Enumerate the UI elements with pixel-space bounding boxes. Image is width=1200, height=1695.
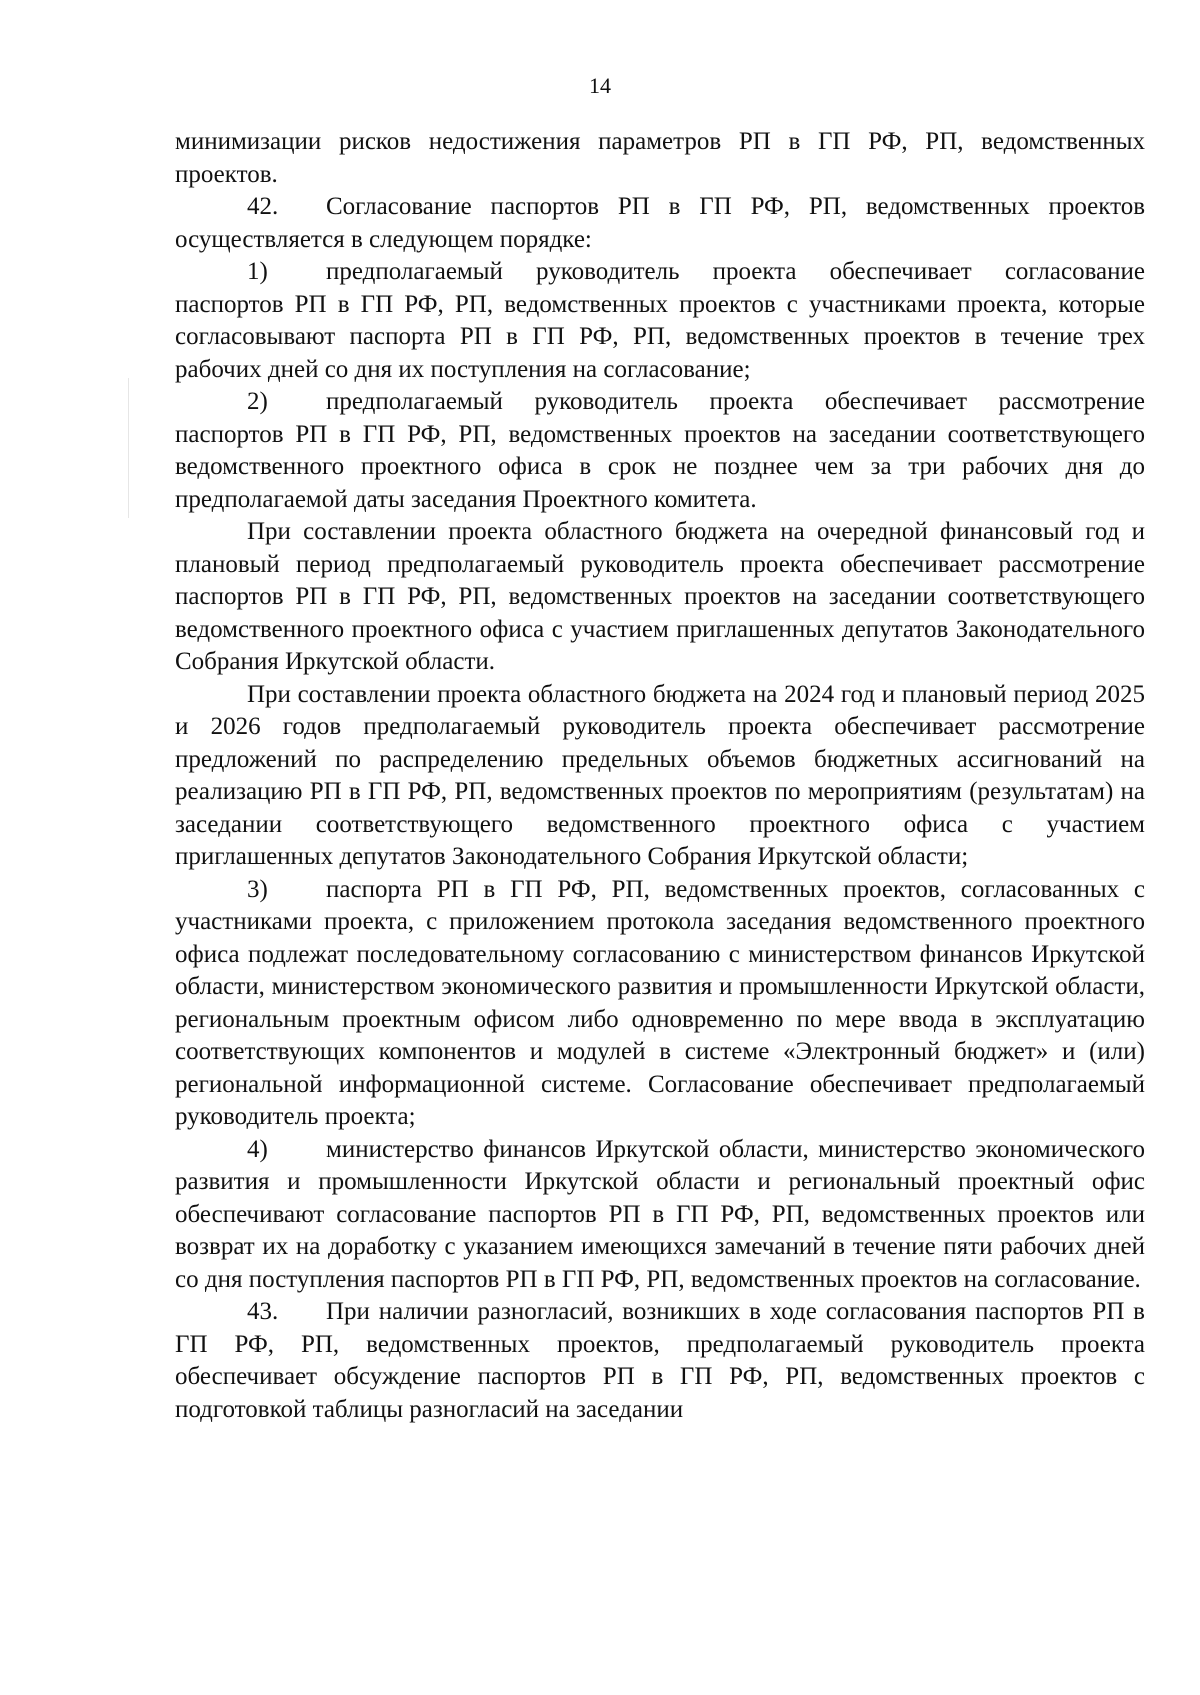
item-number: 42. bbox=[247, 193, 279, 220]
paragraph-item-42 bbox=[175, 191, 1145, 256]
scan-margin-mark bbox=[128, 378, 129, 518]
document-body bbox=[175, 126, 1145, 1426]
paragraph-0 bbox=[175, 126, 1145, 191]
item-number: 3) bbox=[247, 875, 268, 903]
paragraph-text: паспорта РП в ГП РФ, РП, ведомственных проектов, согласованных с участниками проекта, с приложением протокола заседания ведомственного проектного офиса подлежат последовательному согласованию с министерством финансов Иркутской области, министерством экономического развития и промышленности Иркутской области, региональным проектным офисом либо одновременно по мере ввода в эксплуатацию соответствующих компонентов и модулей в системе «Электронный бюджет» и (или) региональной информационной системе. Согласование обеспечивает предполагаемый руководитель проекта; bbox=[175, 875, 1145, 1130]
paragraph-text: При наличии разногласий, возникших в ходе согласования паспортов РП в ГП РФ, РП, ведомственных проектов, предполагаемый руководитель проекта обеспечивает обсуждение паспортов РП в ГП РФ, РП, ведомственных проектов с подготовкой таблицы разногласий на заседании bbox=[175, 1298, 1145, 1423]
paragraph-subitem-2 bbox=[175, 386, 1145, 516]
paragraph-budget-note-1 bbox=[175, 516, 1145, 679]
paragraph-item-43 bbox=[175, 1296, 1145, 1426]
paragraph-text: минимизации рисков недостижения параметров РП в ГП РФ, РП, ведомственных проектов. bbox=[175, 128, 1145, 188]
item-number: 43. bbox=[247, 1298, 279, 1325]
paragraph-budget-note-2 bbox=[175, 679, 1145, 874]
paragraph-text: предполагаемый руководитель проекта обеспечивает рассмотрение паспортов РП в ГП РФ, РП, ведомственных проектов на заседании соответствующего ведомственного проектного офиса в срок не позднее чем за три рабочих дня до предполагаемой даты заседания Проектного комитета. bbox=[175, 388, 1145, 513]
paragraph-text: При составлении проекта областного бюджета на очередной финансовый год и плановый период предполагаемый руководитель проекта обеспечивает рассмотрение паспортов РП в ГП РФ, РП, ведомственных проектов на заседании соответствующего ведомственного проектного офиса с участием приглашенных депутатов Законодательного Собрания Иркутской области. bbox=[175, 518, 1145, 675]
item-number: 4) bbox=[247, 1135, 268, 1163]
page-number: 14 bbox=[589, 73, 611, 98]
item-number: 1) bbox=[247, 258, 268, 285]
paragraph-text: предполагаемый руководитель проекта обеспечивает согласование паспортов РП в ГП РФ, РП, ведомственных проектов с участниками проекта, которые согласовывают паспорта РП в ГП РФ, РП, ведомственных проектов в течение трех рабочих дней со дня их поступления на согласование; bbox=[175, 258, 1145, 383]
paragraph-text: Согласование паспортов РП в ГП РФ, РП, ведомственных проектов осуществляется в следующем порядке: bbox=[175, 193, 1145, 253]
item-number: 2) bbox=[247, 388, 268, 415]
paragraph-subitem-3 bbox=[175, 874, 1145, 1134]
paragraph-text: министерство финансов Иркутской области, министерство экономического развития и промышленности Иркутской области и региональный проектный офис обеспечивают согласование паспортов РП в ГП РФ, РП, ведомственных проектов или возврат их на доработку с указанием имеющихся замечаний в течение пяти рабочих дней со дня поступления паспортов РП в ГП РФ, РП, ведомственных проектов на согласование. bbox=[175, 1135, 1145, 1293]
paragraph-subitem-4 bbox=[175, 1134, 1145, 1297]
paragraph-text: При составлении проекта областного бюджета на 2024 год и плановый период 2025 и 2026 годов предполагаемый руководитель проекта обеспечивает рассмотрение предложений по распределению предельных объемов бюджетных ассигнований на реализацию РП в ГП РФ, РП, ведомственных проектов по мероприятиям (результатам) на заседании соответствующего ведомственного проектного офиса с участием приглашенных депутатов Законодательного Собрания Иркутской области; bbox=[175, 680, 1145, 870]
paragraph-subitem-1 bbox=[175, 256, 1145, 386]
